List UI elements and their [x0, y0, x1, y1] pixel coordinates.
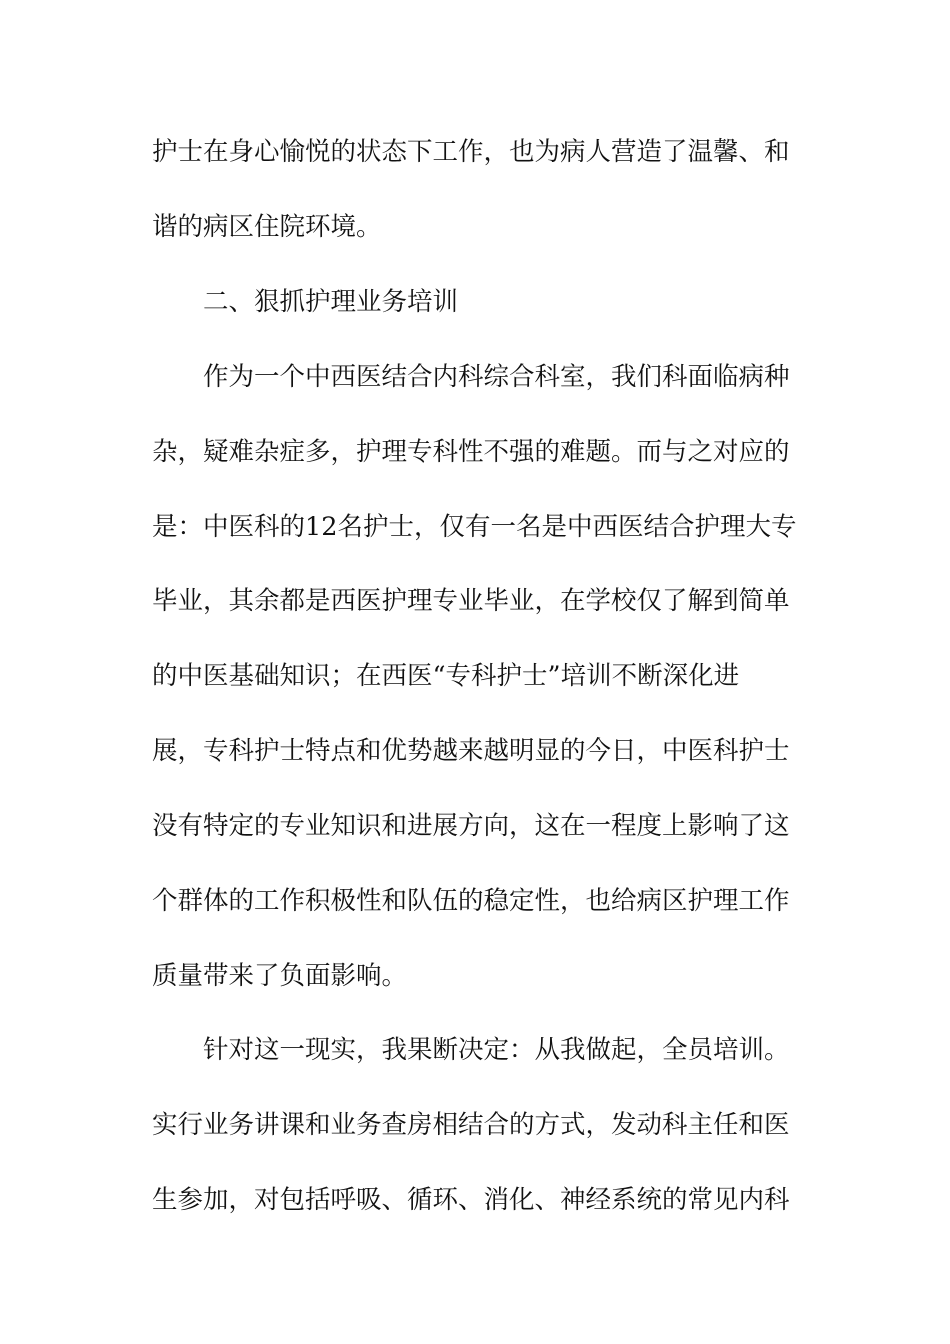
text-line: 实行业务讲课和业务查房相结合的方式，发动科主任和医: [152, 1110, 790, 1140]
text-line: 展，专科护士特点和优势越来越明显的今日，中医科护士: [152, 736, 790, 766]
text-line: 护士在身心愉悦的状态下工作，也为病人营造了温馨、和: [152, 137, 790, 167]
text-line: 杂，疑难杂症多，护理专科性不强的难题。而与之对应的: [152, 437, 790, 467]
text-line: 谐的病区住院环境。: [152, 212, 382, 242]
text-line: 是：中医科的12名护士，仅有一名是中西医结合护理大专: [152, 512, 797, 542]
text-line: 质量带来了负面影响。: [152, 961, 408, 991]
text-line: 毕业，其余都是西医护理专业毕业，在学校仅了解到简单: [152, 586, 790, 616]
text-line: 没有特定的专业知识和进展方向，这在一程度上影响了这: [152, 811, 790, 841]
section-heading: 二、狠抓护理业务培训: [203, 287, 459, 317]
text-line: 的中医基础知识；在西医“专科护士”培训不断深化进: [152, 661, 740, 691]
text-line: 个群体的工作积极性和队伍的稳定性，也给病区护理工作: [152, 886, 790, 916]
text-line: 生参加，对包括呼吸、循环、消化、神经系统的常见内科: [152, 1185, 790, 1215]
text-line: 作为一个中西医结合内科综合科室，我们科面临病种: [203, 362, 790, 392]
text-line: 针对这一现实，我果断决定：从我做起，全员培训。: [203, 1035, 790, 1065]
